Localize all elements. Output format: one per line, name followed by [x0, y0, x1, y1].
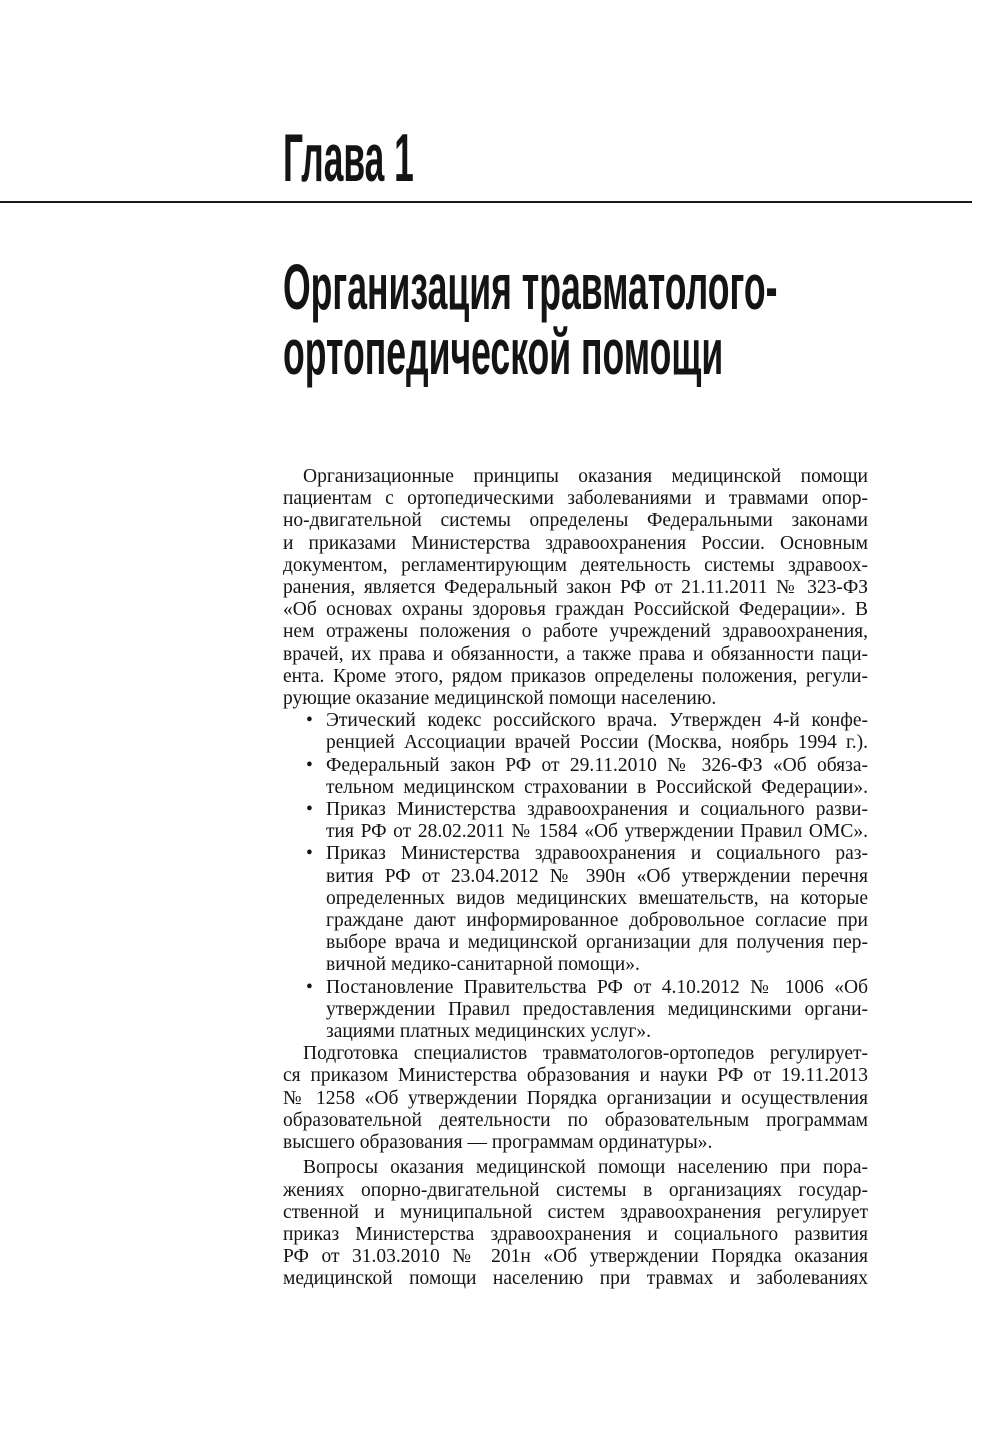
- chapter-title-line: Организация травматолого-: [283, 255, 778, 323]
- text-line: рующие оказание медицинской помощи населению.: [283, 688, 717, 710]
- text-line: нем отражены положения о работе учреждений здравоохранения,: [283, 621, 868, 643]
- text-line: высшего образования — программам ординатуры».: [283, 1132, 713, 1154]
- list-item: [283, 710, 868, 754]
- text-line: утверждении Правил предоставления медицинскими органи-: [326, 998, 868, 1020]
- body-text: [283, 466, 868, 1291]
- text-line: Подготовка специалистов травматологов-ортопедов регулирует-: [303, 1043, 868, 1065]
- text-line: ственной и муниципальной систем здравоохранения регулирует: [283, 1201, 868, 1223]
- text-line: Приказ Министерства здравоохранения и социального разви-: [326, 799, 868, 821]
- text-line: «Об основах охраны здоровья граждан Российской Федерации». В: [283, 599, 868, 621]
- text-line: тельном медицинском страховании в Российской Федерации».: [326, 776, 868, 798]
- paragraph: [283, 1157, 868, 1290]
- text-line: выборе врача и медицинской организации для получения пер-: [326, 932, 868, 954]
- text-line: вития РФ от 23.04.2012 № 390н «Об утверждении перечня: [326, 865, 868, 887]
- text-line: РФ от 31.03.2010 № 201н «Об утверждении Порядка оказания: [283, 1246, 868, 1268]
- bullet-icon: •: [306, 976, 313, 998]
- text-line: № 1258 «Об утверждении Порядка организации и осуществления: [283, 1087, 868, 1109]
- text-line: Организационные принципы оказания медицинской помощи: [303, 466, 868, 487]
- text-line: Этический кодекс российского врача. Утвержден 4-й конфе-: [326, 710, 868, 732]
- text-line: пациентам с ортопедическими заболеваниями и травмами опор-: [283, 488, 868, 510]
- text-line: документом, регламентирующим деятельность системы здравоох-: [283, 554, 868, 576]
- text-line: граждане дают информированное добровольное согласие при: [326, 910, 868, 932]
- text-line: образовательной деятельности по образовательным программам: [283, 1109, 868, 1131]
- list-item: [283, 755, 868, 799]
- bullet-list: [283, 710, 868, 1043]
- bullet-icon: •: [306, 843, 313, 865]
- text-line: Федеральный закон РФ от 29.11.2010 № 326-ФЗ «Об обяза-: [326, 754, 868, 776]
- text-line: Вопросы оказания медицинской помощи населению при пора-: [303, 1157, 868, 1179]
- text-line: ренцией Ассоциации врачей России (Москва, ноябрь 1994 г.).: [326, 732, 868, 754]
- bullet-icon: •: [306, 799, 313, 821]
- chapter-heading: [283, 124, 973, 200]
- text-line: определенных видов медицинских вмешательств, на которые: [326, 887, 868, 909]
- text-line: врачей, их права и обязанности, а также права и обязанности паци-: [283, 643, 868, 665]
- text-line: и приказами Министерства здравоохранения России. Основным: [283, 532, 868, 554]
- text-line: зациями платных медицинских услуг».: [326, 1021, 651, 1043]
- text-line: жениях опорно-двигательной системы в организациях государ-: [283, 1179, 868, 1201]
- text-line: ента. Кроме этого, рядом приказов определены положения, регули-: [283, 665, 868, 687]
- paragraph-intro: [283, 466, 868, 710]
- bullet-icon: •: [306, 710, 313, 732]
- chapter-title-line: ортопедической помощи: [283, 316, 724, 388]
- text-line: но-двигательной системы определены Федеральными законами: [283, 510, 868, 532]
- text-line: ранения, является Федеральный закон РФ от 21.11.2011 № 323-ФЗ: [283, 577, 868, 599]
- bullet-icon: •: [306, 754, 313, 776]
- list-item: [283, 799, 868, 843]
- text-line: тия РФ от 28.02.2011 № 1584 «Об утверждении Правил ОМС».: [326, 821, 868, 843]
- text-line: ся приказом Министерства образования и науки РФ от 19.11.2013: [283, 1065, 868, 1087]
- text-line: Постановление Правительства РФ от 4.10.2012 № 1006 «Об: [326, 976, 868, 998]
- text-line: вичной медико-санитарной помощи».: [326, 954, 640, 976]
- text-line: Приказ Министерства здравоохранения и социального раз-: [326, 843, 868, 865]
- chapter-title: [283, 255, 983, 390]
- list-item: [283, 977, 868, 1044]
- chapter-label: Глава 1: [283, 124, 414, 196]
- text-line: приказ Министерства здравоохранения и социального развития: [283, 1223, 868, 1245]
- chapter-divider: [0, 201, 972, 203]
- paragraph: [283, 1043, 868, 1154]
- list-item: [283, 843, 868, 976]
- text-line: медицинской помощи населению при травмах и заболеваниях: [283, 1268, 868, 1290]
